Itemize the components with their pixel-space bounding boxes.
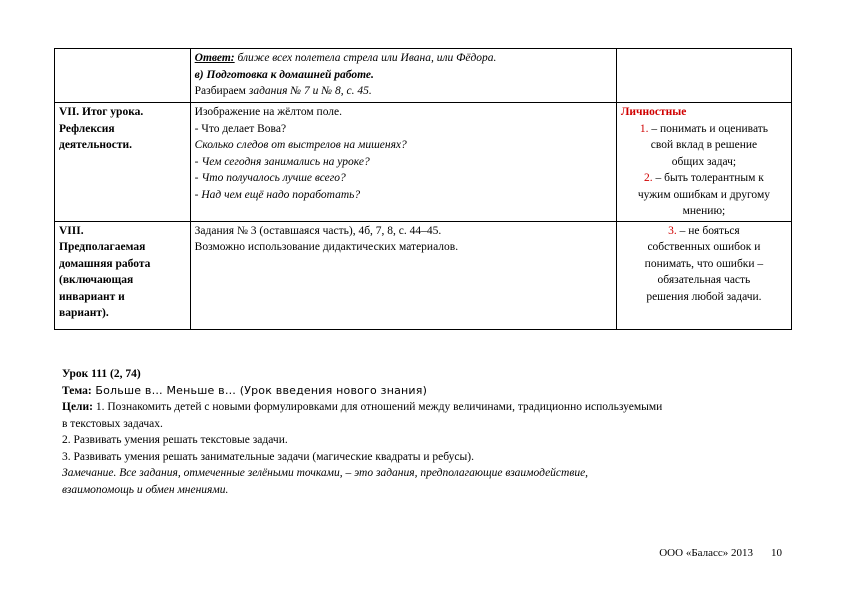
answer-line (195, 50, 612, 67)
theme-line (62, 383, 786, 400)
result-number: 2. (644, 172, 653, 184)
result-line: обязательная часть (657, 274, 751, 286)
publisher-credit: ООО «Баласс» 2013 (659, 547, 753, 559)
stage-line: вариант). (59, 307, 109, 319)
content-cell (190, 103, 616, 222)
results-cell (616, 221, 791, 329)
stage-line: Рефлексия (59, 122, 115, 135)
stage-cell (55, 49, 191, 103)
stage-line: домашняя работа (59, 257, 151, 270)
results-cell (616, 49, 791, 103)
stage-cell (55, 221, 191, 329)
table-row (55, 221, 792, 329)
stage-line: Предполагаемая (59, 241, 146, 253)
result-line: понимать, что ошибки – (644, 257, 764, 270)
page-number: 10 (771, 547, 782, 559)
table-row (55, 103, 792, 222)
task-line (195, 83, 612, 100)
result-text: – быть толерантным к (652, 172, 764, 184)
result-line (621, 170, 787, 187)
result-line (621, 121, 787, 138)
theme-label: Тема: (62, 384, 92, 397)
result-line (621, 223, 787, 240)
results-cell (616, 103, 791, 222)
content-line: Изображение на жёлтом поле. (194, 106, 343, 118)
note-line: Замечание. Все задания, отмеченные зелёными точками, – это задания, предполагающие взаимодействие, (62, 467, 589, 479)
table-row (55, 49, 792, 103)
content-line: Сколько следов от выстрелов на мишенях? (194, 139, 407, 151)
lesson-plan-table (54, 48, 792, 330)
content-line: Задания № 3 (оставшаяся часть), 4б, 7, 8, с. 44–45. (194, 224, 442, 237)
answer-text: ближе всех полетела стрела или Ивана, или Фёдора. (234, 52, 497, 64)
note-line: взаимопомощь и обмен мнениями. (62, 483, 229, 496)
goal-3: 3. Развивать умения решать занимательные задачи (магические квадраты и ребусы). (62, 450, 474, 463)
results-heading: Личностные (620, 106, 687, 118)
lesson-info (62, 366, 786, 498)
goal-1-text: 1. Познакомить детей с новыми формулировками для отношений между величинами, традиционно используемыми (92, 401, 663, 413)
result-number: 3. (668, 224, 677, 237)
task-italic: задания № 7 и № 8, с. 45. (248, 85, 372, 97)
page-footer (641, 547, 782, 559)
task-prefix: Разбираем (194, 85, 249, 97)
stage-line: (включающая (59, 274, 134, 286)
content-line: - Что делает Вова? (194, 122, 287, 135)
result-line: решения любой задачи. (646, 290, 762, 303)
stage-cell (55, 103, 191, 222)
theme-text: Больше в… Меньше в… (Урок введения нового знания) (91, 383, 428, 397)
content-cell (190, 49, 616, 103)
lesson-title: Урок 111 (2, 74) (62, 368, 141, 380)
stage-line: VIII. (59, 224, 84, 237)
stage-line: инвариант и (59, 290, 125, 303)
answer-label: Ответ: (194, 52, 235, 64)
result-line: общих задач; (671, 155, 737, 168)
result-line: мнению; (682, 205, 726, 217)
stage-line: VII. Итог урока. (59, 106, 144, 118)
content-line: Возможно использование дидактических материалов. (194, 241, 459, 253)
stage-line: деятельности. (59, 139, 133, 151)
content-cell (190, 221, 616, 329)
result-line: свой вклад в решение (650, 139, 758, 151)
result-line: собственных ошибок и (647, 241, 761, 253)
content-line: - Чем сегодня занимались на уроке? (194, 155, 370, 168)
content-line: - Что получалось лучше всего? (194, 172, 346, 184)
result-line: чужим ошибкам и другому (637, 188, 770, 201)
result-text: – не бояться (676, 224, 740, 237)
result-text: – понимать и оценивать (648, 122, 769, 135)
result-number: 1. (639, 122, 649, 135)
goal-2: 2. Развивать умения решать текстовые задачи. (62, 434, 288, 446)
goals-label: Цели: (62, 401, 93, 413)
goals-line (62, 399, 786, 416)
homework-heading: в) Подготовка к домашней работе. (194, 68, 374, 81)
content-line: - Над чем ещё надо поработать? (194, 188, 361, 201)
goal-1-continued: в текстовых задачах. (62, 417, 163, 430)
